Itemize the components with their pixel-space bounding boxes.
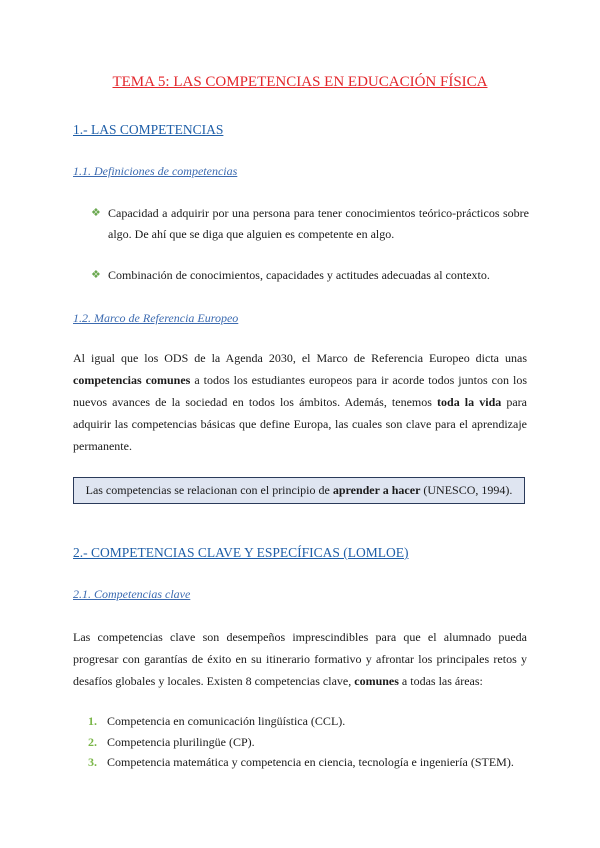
subsection-2-1-heading: 2.1. Competencias clave [73, 587, 191, 601]
highlight-box: Las competencias se relacionan con el principio de aprender a hacer (UNESCO, 1994). [73, 477, 525, 504]
bold-term: aprender a hacer [332, 483, 421, 497]
list-item-text: Competencia en comunicación lingüística (CCL). [107, 714, 346, 728]
list-number: 2. [88, 734, 97, 749]
list-item [88, 711, 514, 732]
section-1-heading: 1.- LAS COMPETENCIAS [73, 122, 224, 137]
subsection-1-1-heading: 1.1. Definiciones de competencias [73, 164, 238, 178]
competencias-list [88, 711, 514, 773]
document-title: TEMA 5: LAS COMPETENCIAS EN EDUCACIÓN FÍSICA [112, 74, 488, 90]
bullet-item [91, 265, 529, 286]
bullet-text: Combinación de conocimientos, capacidades y actitudes adecuadas al contexto. [108, 268, 490, 282]
list-number: 1. [88, 714, 97, 728]
list-item-text: Competencia plurilingüe (CP). [107, 734, 255, 749]
bullet-text: Capacidad a adquirir por una persona para tener conocimientos teórico-prácticos sobre algo. De ahí que se diga que alguien es competente en algo. [108, 206, 529, 241]
diamond-bullet-icon: ❖ [91, 207, 101, 219]
list-item-text: Competencia matemática y competencia en ciencia, tecnología e ingeniería (STEM). [107, 755, 514, 769]
bullet-item [91, 203, 529, 245]
diamond-bullet-icon: ❖ [91, 269, 101, 281]
list-item [88, 732, 514, 753]
list-item [88, 752, 514, 773]
bold-term: competencias comunes [73, 373, 191, 387]
competencias-clave-paragraph: Las competencias clave son desempeños imprescindibles para que el alumnado pueda progresar con garantías de éxito en su itinerario formativo y afrontar los principales retos y desafíos globales y locales. Existen 8 competencias clave, comunes a todas las áreas: [73, 630, 527, 688]
bold-term: toda la vida [437, 395, 502, 409]
list-number: 3. [88, 755, 97, 769]
subsection-1-2-heading: 1.2. Marco de Referencia Europeo [73, 311, 239, 325]
section-2-heading: 2.- COMPETENCIAS CLAVE Y ESPECÍFICAS (LOMLOE) [73, 545, 409, 560]
marco-europeo-paragraph: Al igual que los ODS de la Agenda 2030, el Marco de Referencia Europeo dicta unas competencias comunes a todos los estudiantes europeos para ir acorde todos juntos con los nuevos avances de la sociedad en todos los ámbitos. Además, tenemos toda la vida para adquirir las competencias básicas que define Europa, las cuales son clave para el aprendizaje permanente. [73, 351, 527, 453]
bold-term: comunes [354, 674, 399, 688]
